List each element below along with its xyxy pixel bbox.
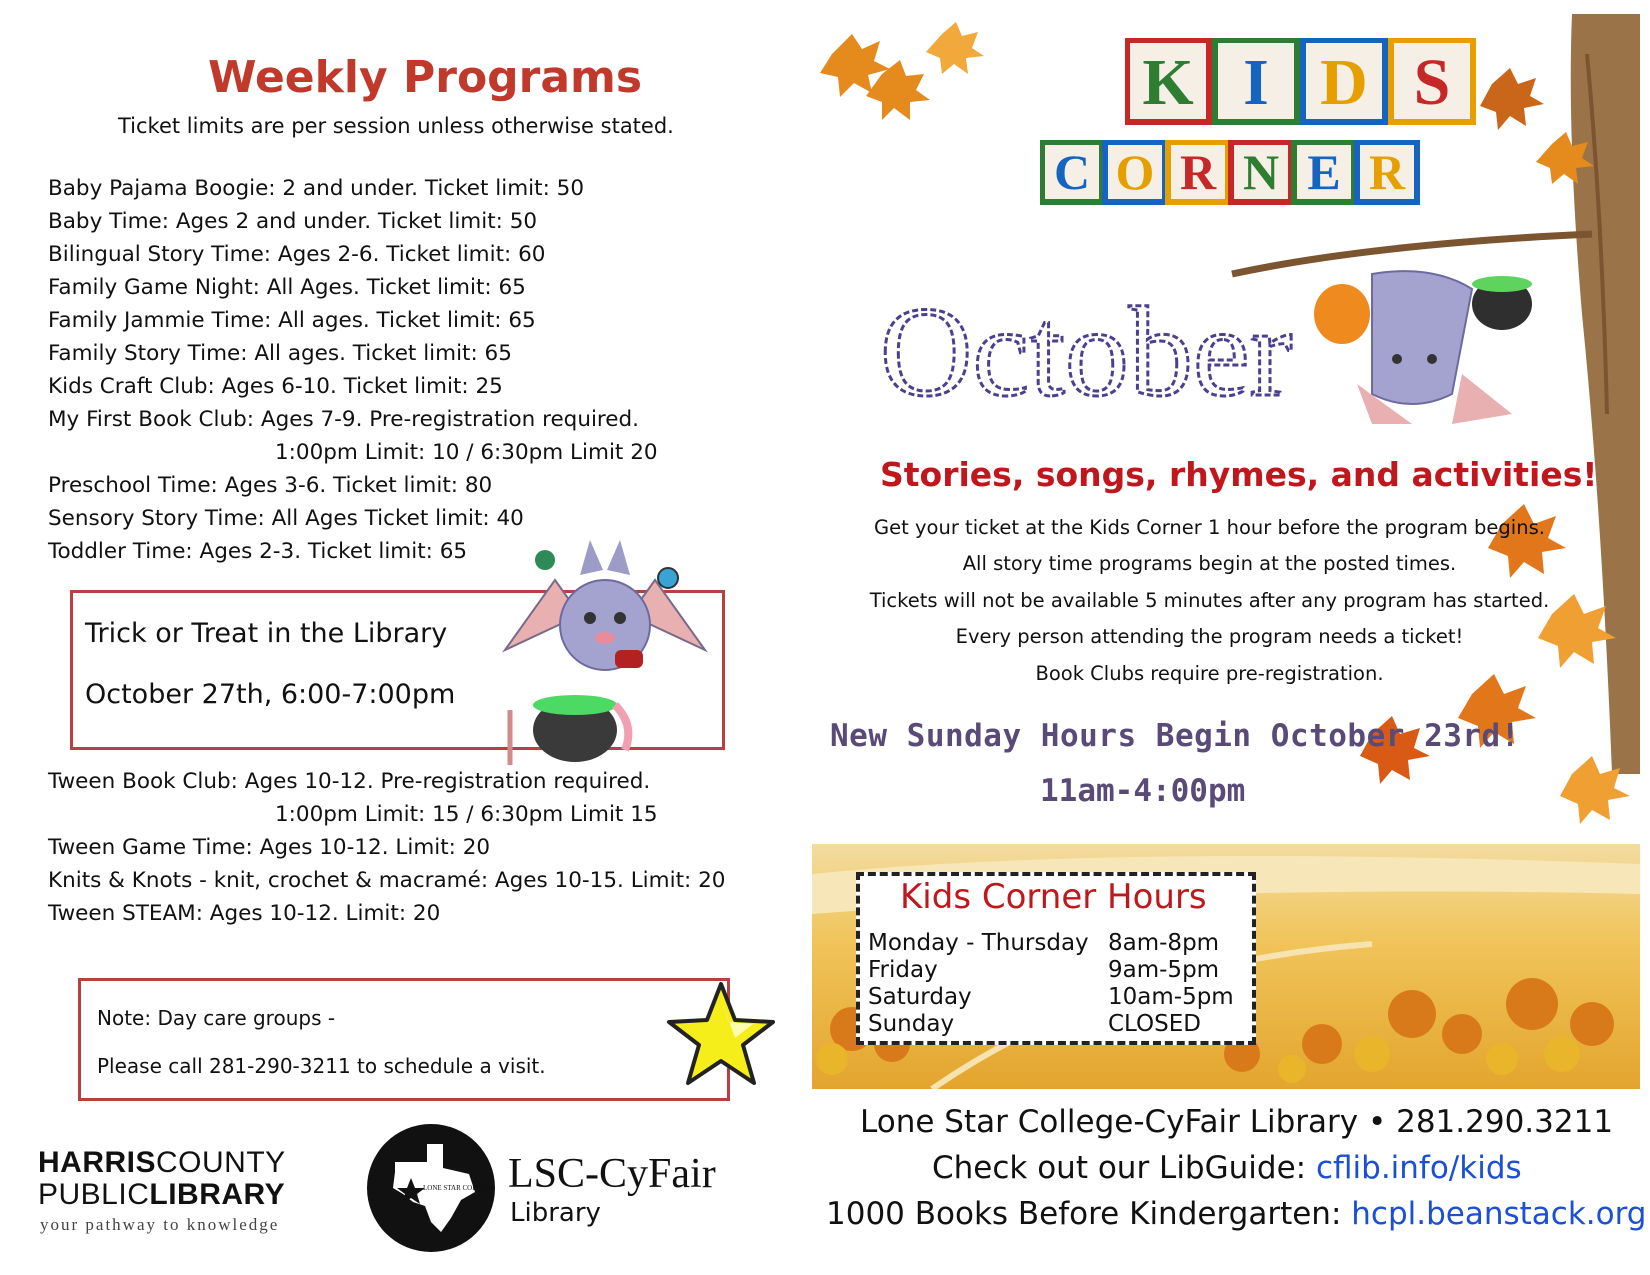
- tween-program-line: Knits & Knots - knit, crochet & macramé: Ages 10-15. Limit: 20: [48, 868, 726, 893]
- hours-time: CLOSED: [1108, 1011, 1201, 1037]
- info-line: Get your ticket at the Kids Corner 1 hour before the program begins.: [874, 516, 1545, 539]
- program-line: Sensory Story Time: All Ages Ticket limit: 40: [48, 506, 524, 531]
- letter-block: [1231, 142, 1291, 202]
- corner-blocks: [1040, 140, 1420, 216]
- program-line: Preschool Time: Ages 3-6. Ticket limit: 80: [48, 473, 493, 498]
- hours-time: 8am-8pm: [1108, 930, 1220, 956]
- footer-libguide: Check out our LibGuide: cflib.info/kids: [932, 1150, 1522, 1186]
- footer-beanstack: 1000 Books Before Kindergarten: hcpl.beanstack.org: [826, 1196, 1647, 1232]
- letter-block: [1105, 142, 1165, 202]
- tween-program-line: Tween STEAM: Ages 10-12. Limit: 20: [48, 901, 441, 926]
- hcpl-tagline: your pathway to knowledge: [40, 1215, 280, 1234]
- hours-day: Sunday: [868, 1011, 955, 1037]
- weekly-programs-subtitle: Ticket limits are per session unless otherwise stated.: [118, 114, 674, 138]
- block-letter: N: [1242, 143, 1280, 200]
- bat-cauldron-illustration: [485, 540, 725, 770]
- hours-time: 10am-5pm: [1108, 984, 1234, 1010]
- lone-star-college-seal-icon: [365, 1122, 497, 1254]
- note-line: Note: Day care groups -: [97, 1006, 336, 1030]
- letter-block: [1294, 142, 1354, 202]
- block-letter: K: [1142, 45, 1194, 119]
- hours-day: Friday: [868, 957, 938, 983]
- weekly-programs-title: Weekly Programs: [208, 52, 643, 103]
- info-line: Every person attending the program needs a ticket!: [955, 625, 1464, 648]
- letter-block: [1042, 142, 1102, 202]
- svg-text:LONE STAR COLLEGE: LONE STAR COLLEGE: [423, 1184, 495, 1192]
- block-letter: C: [1053, 143, 1091, 200]
- program-line: Family Story Time: All ages. Ticket limit: 65: [48, 341, 512, 366]
- libguide-link[interactable]: cflib.info/kids: [1315, 1150, 1522, 1186]
- lsc-cyfair-logo: LSC-CyFair: [508, 1151, 716, 1197]
- hours-title: Kids Corner Hours: [900, 877, 1207, 917]
- block-letter: D: [1320, 45, 1368, 119]
- note-phone-line: Please call 281-290-3211 to schedule a visit.: [97, 1054, 546, 1078]
- note-box: [78, 978, 730, 1101]
- star-icon: [665, 980, 777, 1088]
- hours-day: Monday - Thursday: [868, 930, 1089, 956]
- letter-block: [1127, 40, 1209, 122]
- block-letter: I: [1243, 45, 1269, 119]
- trick-or-treat-title: Trick or Treat in the Library: [85, 618, 448, 649]
- kids-letter-blocks: [1125, 38, 1485, 130]
- block-letter: O: [1115, 143, 1155, 200]
- letter-block: [1357, 142, 1417, 202]
- hours-time: 9am-5pm: [1108, 957, 1220, 983]
- info-line: All story time programs begin at the posted times.: [962, 552, 1457, 575]
- october-title: [880, 290, 1400, 420]
- tween-program-line: Tween Book Club: Ages 10-12. Pre-registration required.: [48, 769, 651, 794]
- block-letter: R: [1368, 143, 1406, 200]
- letter-block: [1168, 142, 1228, 202]
- letter-block: [1391, 40, 1473, 122]
- kids-blocks: [1125, 38, 1485, 130]
- footer-contact: Lone Star College-CyFair Library • 281.290.3211: [860, 1104, 1614, 1140]
- program-line-detail: 1:00pm Limit: 10 / 6:30pm Limit 20: [275, 440, 658, 465]
- program-line: Family Game Night: All Ages. Ticket limit: 65: [48, 275, 526, 300]
- program-line: Toddler Time: Ages 2-3. Ticket limit: 65: [48, 539, 468, 564]
- block-letter: R: [1179, 143, 1217, 200]
- block-letter: S: [1413, 45, 1451, 119]
- svg-text:October: October: [880, 290, 1293, 420]
- new-sunday-hours: New Sunday Hours Begin October 23rd!: [830, 718, 1520, 754]
- program-line: My First Book Club: Ages 7-9. Pre-registration required.: [48, 407, 640, 432]
- program-line: Bilingual Story Time: Ages 2-6. Ticket limit: 60: [48, 242, 546, 267]
- tween-program-line: Tween Game Time: Ages 10-12. Limit: 20: [48, 835, 491, 860]
- tween-program-line-detail: 1:00pm Limit: 15 / 6:30pm Limit 15: [275, 802, 658, 827]
- program-line: Family Jammie Time: All ages. Ticket limit: 65: [48, 308, 536, 333]
- corner-letter-blocks: [1040, 140, 1420, 216]
- letter-block: [1215, 40, 1297, 122]
- beanstack-link[interactable]: hcpl.beanstack.org: [1351, 1196, 1647, 1232]
- lsc-library-label: Library: [510, 1198, 601, 1228]
- hours-day: Saturday: [868, 984, 972, 1010]
- info-line: Tickets will not be available 5 minutes after any program has started.: [869, 589, 1550, 612]
- program-line: Baby Time: Ages 2 and under. Ticket limit: 50: [48, 209, 538, 234]
- hcpl-logo-line2: PUBLICLIBRARY: [38, 1178, 286, 1211]
- program-line: Baby Pajama Boogie: 2 and under. Ticket limit: 50: [48, 176, 585, 201]
- program-line: Kids Craft Club: Ages 6-10. Ticket limit: 25: [48, 374, 503, 399]
- info-line: Book Clubs require pre-registration.: [1035, 662, 1384, 685]
- block-letter: E: [1307, 143, 1341, 200]
- stories-tagline: Stories, songs, rhymes, and activities!: [880, 455, 1598, 494]
- hcpl-logo-line1: HARRISCOUNTY: [38, 1146, 286, 1179]
- sunday-hours-time: 11am-4:00pm: [1040, 773, 1246, 809]
- letter-block: [1303, 40, 1385, 122]
- trick-or-treat-date: October 27th, 6:00-7:00pm: [85, 679, 456, 710]
